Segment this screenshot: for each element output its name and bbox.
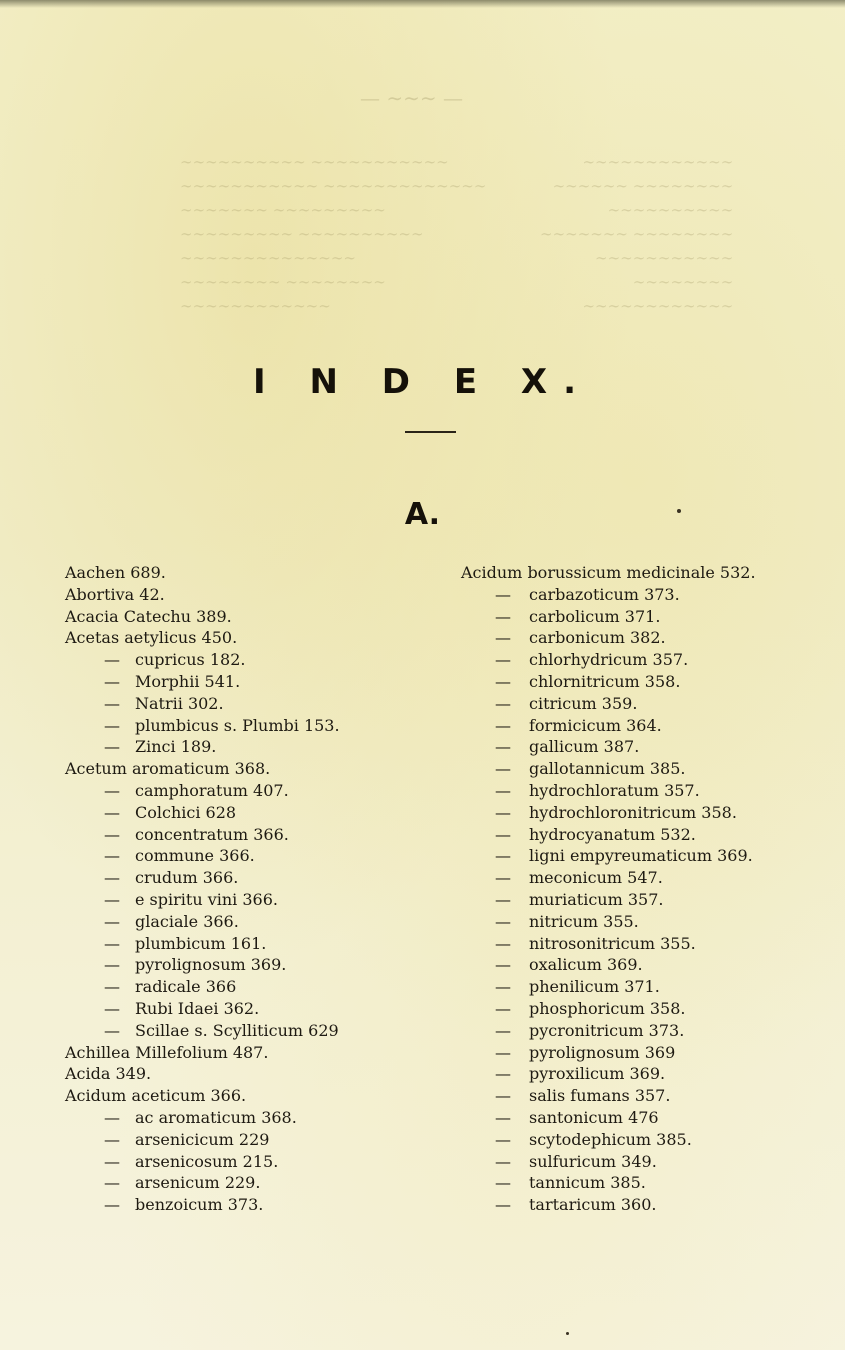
ditto-dash: — [104,780,120,800]
index-entry [65,627,405,649]
index-entry-text: hydrochloratum 357. [529,780,700,800]
index-entry [65,1151,405,1173]
index-entry-text: hydrocyanatum 532. [529,824,696,844]
index-entry-text: ac aromaticum 368. [135,1107,297,1127]
index-entry [65,802,405,824]
index-entry-text: meconicum 547. [529,868,663,888]
index-entry-text: chlornitricum 358. [529,671,681,691]
index-entry-text: arsenicosum 215. [135,1151,279,1171]
index-entry-text: Rubi Idaei 362. [135,998,260,1018]
index-entry-text: Natrii 302. [135,693,224,713]
index-entry-text: ligni empyreumaticum 369. [529,846,753,866]
ditto-dash: — [104,1173,120,1193]
index-entry-text: commune 366. [135,846,255,866]
ditto-dash: — [104,671,120,691]
ditto-dash: — [104,889,120,909]
index-entry-text: Colchici 628 [135,802,237,822]
index-entry [65,933,405,955]
index-entry [65,693,405,715]
index-entry [65,1042,405,1064]
index-entry-text: Acetas aetylicus 450. [65,628,238,648]
ditto-dash: — [104,1107,120,1127]
ditto-dash: — [104,650,120,670]
index-entry [461,911,833,933]
index-entry [65,780,405,802]
index-entry-text: arsenicicum 229 [135,1129,270,1149]
index-entry-text: Morphii 541. [135,671,241,691]
ditto-dash: — [495,759,511,779]
ink-speck [566,1332,569,1335]
index-entry [65,998,405,1020]
ditto-dash: — [104,1129,120,1149]
ditto-dash: — [495,671,511,691]
index-entry [65,824,405,846]
ditto-dash: — [104,977,120,997]
index-entry-text: glaciale 366. [135,911,239,931]
index-entry-text: cupricus 182. [135,650,246,670]
index-entry [65,649,405,671]
index-entry-text: radicale 366 [135,977,237,997]
ditto-dash: — [104,933,120,953]
index-entry-text: Acidum aceticum 366. [65,1086,247,1106]
index-entry-text: citricum 359. [529,693,638,713]
index-entry [65,954,405,976]
index-entry [65,606,405,628]
index-entry [461,562,833,584]
index-entry [461,933,833,955]
ditto-dash: — [495,737,511,757]
index-entry-text: santonicum 476 [529,1107,659,1127]
index-entry-text: chlorhydricum 357. [529,650,689,670]
index-entry-text: Achillea Millefolium 487. [65,1042,269,1062]
index-entry [461,715,833,737]
index-entry [65,845,405,867]
ditto-dash: — [495,715,511,735]
index-entry [65,1020,405,1042]
index-entry [461,1107,833,1129]
ditto-dash: — [495,977,511,997]
index-entry [65,758,405,780]
index-entry [65,889,405,911]
ink-speck [677,509,681,513]
ditto-dash: — [104,824,120,844]
index-entry-text: Aachen 689. [65,563,166,582]
ditto-dash: — [495,1086,511,1106]
index-entry [461,1129,833,1151]
index-entry-text: nitrosonitricum 355. [529,933,696,953]
index-entry-text: pyrolignosum 369. [135,955,287,975]
index-entry [65,1107,405,1129]
index-column-right [461,562,833,1216]
index-entry-text: pycronitricum 373. [529,1020,685,1040]
index-entry [461,627,833,649]
ditto-dash: — [104,802,120,822]
index-entry [65,562,405,584]
index-entry [65,1085,405,1107]
ditto-dash: — [104,693,120,713]
ditto-dash: — [104,1151,120,1171]
ditto-dash: — [495,584,511,604]
index-entry-text: Zinci 189. [135,737,217,757]
index-entry-text: sulfuricum 349. [529,1151,657,1171]
index-entry [461,998,833,1020]
index-entry [65,715,405,737]
section-letter: A. [404,497,441,532]
index-entry-text: tannicum 385. [529,1173,646,1193]
index-entry-text: phosphoricum 358. [529,998,686,1018]
index-entry [65,867,405,889]
ditto-dash: — [104,955,120,975]
index-entry [461,584,833,606]
ditto-dash: — [495,802,511,822]
index-entry-text: e spiritu vini 366. [135,889,278,909]
index-entry-text: plumbicum 161. [135,933,267,953]
index-entry [65,976,405,998]
index-entry-text: plumbicus s. Plumbi 153. [135,715,340,735]
index-entry-text: benzoicum 373. [135,1195,264,1215]
index-entry [461,606,833,628]
index-entry [461,1151,833,1173]
index-entry-text: concentratum 366. [135,824,289,844]
ditto-dash: — [495,1020,511,1040]
index-entry-text: crudum 366. [135,868,239,888]
index-entry-text: arsenicum 229. [135,1173,261,1193]
index-entry [65,1063,405,1085]
index-entry-text: hydrochloronitricum 358. [529,802,737,822]
index-entry [65,736,405,758]
index-entry-text: gallicum 387. [529,737,640,757]
index-entry-text: carbazoticum 373. [529,584,680,604]
ditto-dash: — [495,933,511,953]
ditto-dash: — [495,1129,511,1149]
index-entry-text: scytodephicum 385. [529,1129,692,1149]
index-entry-text: Scillae s. Scylliticum 629 [135,1020,339,1040]
index-entry [461,1194,833,1216]
index-entry-text: Acetum aromaticum 368. [65,759,271,779]
index-entry [65,584,405,606]
ditto-dash: — [104,868,120,888]
index-entry [461,867,833,889]
ditto-dash: — [104,1195,120,1215]
index-entry-text: pyrolignosum 369 [529,1042,676,1062]
index-entry-text: nitricum 355. [529,911,639,931]
bleed-through-text-right: ∼∼∼∼∼∼∼∼∼∼ ∼∼∼∼∼∼∼∼∼∼∼ ∼∼∼∼∼∼∼∼∼∼∼ ∼∼∼∼∼∼∼∼∼∼∼∼∼ ∼∼∼∼∼∼∼ ∼∼∼∼∼∼∼∼∼ ∼∼∼∼∼∼∼∼∼ ∼∼∼∼∼∼∼∼∼∼ ∼∼∼∼∼∼∼∼∼∼∼∼∼∼ ∼∼∼∼∼∼∼∼ ∼∼∼∼∼∼∼∼ ∼∼∼∼∼∼∼∼∼∼∼∼ [180,153,487,315]
page-edge-shadow [0,0,845,8]
index-entry [461,780,833,802]
index-entry-text: phenilicum 371. [529,977,660,997]
index-entry-text: formicicum 364. [529,715,662,735]
index-entry [461,845,833,867]
index-entry [461,736,833,758]
heading-rule [405,431,456,433]
index-entry [461,1172,833,1194]
bleed-through-page-number: — ∼∼∼ — [360,86,463,110]
ditto-dash: — [495,846,511,866]
bleed-through-text-left: ∼∼∼∼∼∼∼∼∼∼∼∼ ∼∼∼∼∼∼ ∼∼∼∼∼∼∼∼ ∼∼∼∼∼∼∼∼∼∼ ∼∼∼∼∼∼∼ ∼∼∼∼∼∼∼∼ ∼∼∼∼∼∼∼∼∼∼∼ ∼∼∼∼∼∼∼∼ ∼∼∼∼∼∼∼∼∼∼∼∼ [540,153,734,315]
index-entry [461,802,833,824]
ditto-dash: — [104,1020,120,1040]
ditto-dash: — [495,1107,511,1127]
ditto-dash: — [495,1042,511,1062]
index-entry-text: salis fumans 357. [529,1086,671,1106]
index-entry-text: Acacia Catechu 389. [65,606,232,626]
ditto-dash: — [495,1173,511,1193]
ditto-dash: — [495,650,511,670]
index-entry-text: Acidum borussicum medicinale 532. [461,563,756,582]
ditto-dash: — [495,824,511,844]
index-entry [461,824,833,846]
ditto-dash: — [495,955,511,975]
index-column-left [65,562,405,1216]
index-entry-text: pyroxilicum 369. [529,1064,666,1084]
index-entry [461,693,833,715]
index-entry [461,954,833,976]
index-entry [461,1063,833,1085]
index-heading: I N D E X. [252,362,593,402]
ditto-dash: — [495,998,511,1018]
ditto-dash: — [104,715,120,735]
index-entry [461,1085,833,1107]
index-entry [461,649,833,671]
index-entry-text: muriaticum 357. [529,889,664,909]
index-entry-text: Acida 349. [65,1064,152,1084]
index-entry-text: oxalicum 369. [529,955,643,975]
ditto-dash: — [104,998,120,1018]
index-entry-text: Abortiva 42. [65,584,165,604]
ditto-dash: — [104,737,120,757]
index-entry [65,671,405,693]
index-entry [461,1020,833,1042]
ditto-dash: — [495,628,511,648]
index-entry [461,1042,833,1064]
index-entry [461,976,833,998]
index-entry [461,671,833,693]
ditto-dash: — [495,1151,511,1171]
ditto-dash: — [495,780,511,800]
index-entry-text: carbolicum 371. [529,606,661,626]
ditto-dash: — [495,889,511,909]
index-entry [461,889,833,911]
ditto-dash: — [495,911,511,931]
ditto-dash: — [495,1195,511,1215]
ditto-dash: — [495,693,511,713]
index-entry-text: gallotannicum 385. [529,759,686,779]
ditto-dash: — [495,606,511,626]
ditto-dash: — [495,868,511,888]
ditto-dash: — [495,1064,511,1084]
index-entry-text: carbonicum 382. [529,628,666,648]
ditto-dash: — [104,846,120,866]
index-entry-text: camphoratum 407. [135,780,289,800]
index-entry [65,1129,405,1151]
index-entry [461,758,833,780]
index-entry [65,1194,405,1216]
index-entry [65,911,405,933]
index-entry [65,1172,405,1194]
ditto-dash: — [104,911,120,931]
index-entry-text: tartaricum 360. [529,1195,657,1215]
